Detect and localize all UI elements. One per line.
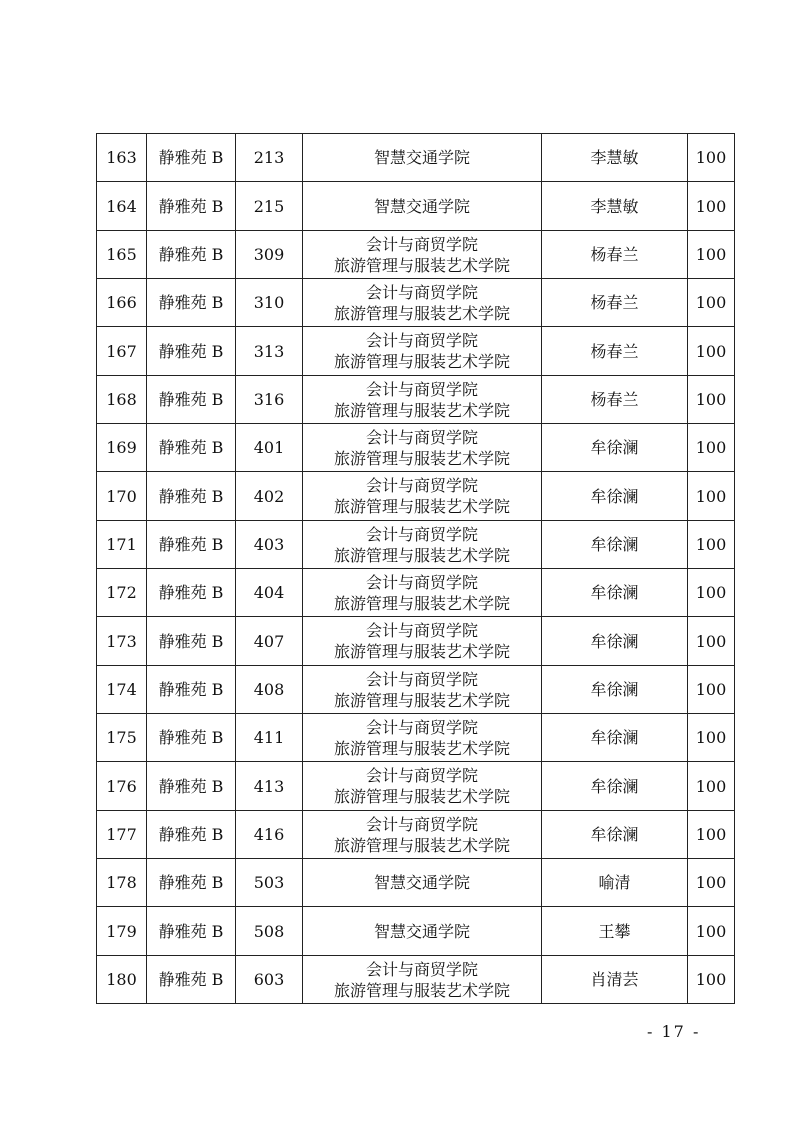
row-number-cell: 174 <box>97 666 147 714</box>
building-cell: 静雅苑 B <box>147 617 236 666</box>
building-cell: 静雅苑 B <box>147 907 236 956</box>
row-number-cell: 165 <box>97 231 147 279</box>
room-cell: 213 <box>236 134 303 182</box>
row-number-cell: 179 <box>97 907 147 956</box>
department-name: 会计与商贸学院 <box>365 282 478 302</box>
room-cell: 413 <box>236 762 303 811</box>
table-row <box>97 424 735 472</box>
score-cell: 100 <box>688 279 735 327</box>
department-name: 会计与商贸学院 <box>365 234 478 254</box>
department-name: 会计与商贸学院 <box>365 331 478 350</box>
department-name: 会计与商贸学院 <box>365 476 478 495</box>
room-cell: 404 <box>236 569 303 617</box>
department-name: 旅游管理与服装艺术学院 <box>333 835 510 855</box>
department-name: 会计与商贸学院 <box>365 959 478 979</box>
building-cell: 静雅苑 B <box>147 666 236 714</box>
department-name: 旅游管理与服装艺术学院 <box>333 545 510 565</box>
department-cell <box>303 279 542 327</box>
building-cell: 静雅苑 B <box>147 327 236 376</box>
table-row <box>97 472 735 521</box>
room-cell: 401 <box>236 424 303 472</box>
responsible-person-cell: 牟徐澜 <box>542 521 688 569</box>
table-row <box>97 569 735 617</box>
table-row <box>97 907 735 956</box>
department-cell <box>303 859 542 907</box>
row-number-cell: 173 <box>97 617 147 666</box>
department-name: 旅游管理与服装艺术学院 <box>333 400 510 420</box>
department-name: 会计与商贸学院 <box>365 669 478 689</box>
building-cell: 静雅苑 B <box>147 472 236 521</box>
table-row <box>97 521 735 569</box>
department-name: 会计与商贸学院 <box>365 717 478 737</box>
inspection-table <box>96 133 735 1004</box>
table-row <box>97 666 735 714</box>
department-name: 旅游管理与服装艺术学院 <box>333 352 510 371</box>
building-cell: 静雅苑 B <box>147 859 236 907</box>
department-cell <box>303 327 542 376</box>
building-cell: 静雅苑 B <box>147 134 236 182</box>
table-body <box>97 134 735 1004</box>
room-cell: 402 <box>236 472 303 521</box>
row-number-cell: 180 <box>97 956 147 1004</box>
department-name: 智慧交通学院 <box>373 148 470 167</box>
responsible-person-cell: 牟徐澜 <box>542 762 688 811</box>
row-number-cell: 171 <box>97 521 147 569</box>
row-number-cell: 163 <box>97 134 147 182</box>
row-number-cell: 169 <box>97 424 147 472</box>
building-cell: 静雅苑 B <box>147 376 236 424</box>
table-row <box>97 762 735 811</box>
building-cell: 静雅苑 B <box>147 569 236 617</box>
department-name: 会计与商贸学院 <box>365 814 478 834</box>
responsible-person-cell: 牟徐澜 <box>542 424 688 472</box>
room-cell: 416 <box>236 811 303 859</box>
score-cell: 100 <box>688 569 735 617</box>
table-row <box>97 327 735 376</box>
score-cell: 100 <box>688 666 735 714</box>
row-number-cell: 178 <box>97 859 147 907</box>
building-cell: 静雅苑 B <box>147 424 236 472</box>
room-cell: 407 <box>236 617 303 666</box>
score-cell: 100 <box>688 472 735 521</box>
responsible-person-cell: 杨春兰 <box>542 231 688 279</box>
room-cell: 310 <box>236 279 303 327</box>
responsible-person-cell: 王攀 <box>542 907 688 956</box>
row-number-cell: 167 <box>97 327 147 376</box>
department-name: 旅游管理与服装艺术学院 <box>333 738 510 758</box>
room-cell: 403 <box>236 521 303 569</box>
department-name: 旅游管理与服装艺术学院 <box>333 255 510 275</box>
building-cell: 静雅苑 B <box>147 279 236 327</box>
score-cell: 100 <box>688 521 735 569</box>
department-name: 旅游管理与服装艺术学院 <box>333 787 510 806</box>
department-cell <box>303 811 542 859</box>
row-number-cell: 177 <box>97 811 147 859</box>
department-cell <box>303 134 542 182</box>
department-name: 智慧交通学院 <box>373 921 470 941</box>
department-name: 会计与商贸学院 <box>365 524 478 544</box>
department-cell <box>303 521 542 569</box>
responsible-person-cell: 喻清 <box>542 859 688 907</box>
score-cell: 100 <box>688 811 735 859</box>
table-row <box>97 811 735 859</box>
row-number-cell: 170 <box>97 472 147 521</box>
room-cell: 316 <box>236 376 303 424</box>
responsible-person-cell: 牟徐澜 <box>542 617 688 666</box>
room-cell: 603 <box>236 956 303 1004</box>
responsible-person-cell: 肖清芸 <box>542 956 688 1004</box>
row-number-cell: 175 <box>97 714 147 762</box>
department-name: 会计与商贸学院 <box>365 766 478 785</box>
score-cell: 100 <box>688 907 735 956</box>
building-cell: 静雅苑 B <box>147 182 236 231</box>
score-cell: 100 <box>688 376 735 424</box>
row-number-cell: 164 <box>97 182 147 231</box>
score-cell: 100 <box>688 762 735 811</box>
responsible-person-cell: 李慧敏 <box>542 182 688 231</box>
department-name: 旅游管理与服装艺术学院 <box>333 303 510 323</box>
department-cell <box>303 907 542 956</box>
row-number-cell: 166 <box>97 279 147 327</box>
department-name: 会计与商贸学院 <box>365 621 478 640</box>
score-cell: 100 <box>688 424 735 472</box>
responsible-person-cell: 李慧敏 <box>542 134 688 182</box>
table-row <box>97 134 735 182</box>
score-cell: 100 <box>688 231 735 279</box>
page-number: - 17 - <box>647 1022 701 1041</box>
score-cell: 100 <box>688 617 735 666</box>
department-cell <box>303 424 542 472</box>
department-cell <box>303 617 542 666</box>
table-row <box>97 859 735 907</box>
table-row <box>97 279 735 327</box>
room-cell: 309 <box>236 231 303 279</box>
table-row <box>97 231 735 279</box>
row-number-cell: 176 <box>97 762 147 811</box>
department-name: 旅游管理与服装艺术学院 <box>333 642 510 661</box>
score-cell: 100 <box>688 714 735 762</box>
score-cell: 100 <box>688 956 735 1004</box>
responsible-person-cell: 牟徐澜 <box>542 666 688 714</box>
department-name: 旅游管理与服装艺术学院 <box>333 593 510 613</box>
building-cell: 静雅苑 B <box>147 956 236 1004</box>
table-row <box>97 956 735 1004</box>
score-cell: 100 <box>688 859 735 907</box>
table-row <box>97 182 735 231</box>
building-cell: 静雅苑 B <box>147 714 236 762</box>
department-cell <box>303 714 542 762</box>
room-cell: 503 <box>236 859 303 907</box>
room-cell: 408 <box>236 666 303 714</box>
room-cell: 215 <box>236 182 303 231</box>
responsible-person-cell: 杨春兰 <box>542 327 688 376</box>
row-number-cell: 168 <box>97 376 147 424</box>
department-cell <box>303 666 542 714</box>
department-name: 会计与商贸学院 <box>365 572 478 592</box>
building-cell: 静雅苑 B <box>147 811 236 859</box>
department-name: 会计与商贸学院 <box>365 427 478 447</box>
room-cell: 508 <box>236 907 303 956</box>
building-cell: 静雅苑 B <box>147 521 236 569</box>
building-cell: 静雅苑 B <box>147 762 236 811</box>
department-name: 智慧交通学院 <box>373 196 470 216</box>
department-name: 旅游管理与服装艺术学院 <box>333 690 510 710</box>
department-cell <box>303 762 542 811</box>
department-cell <box>303 231 542 279</box>
row-number-cell: 172 <box>97 569 147 617</box>
department-cell <box>303 472 542 521</box>
room-cell: 411 <box>236 714 303 762</box>
department-cell <box>303 182 542 231</box>
responsible-person-cell: 杨春兰 <box>542 279 688 327</box>
responsible-person-cell: 牟徐澜 <box>542 472 688 521</box>
table-row <box>97 714 735 762</box>
table-row <box>97 617 735 666</box>
responsible-person-cell: 杨春兰 <box>542 376 688 424</box>
department-name: 旅游管理与服装艺术学院 <box>333 497 510 516</box>
score-cell: 100 <box>688 134 735 182</box>
responsible-person-cell: 牟徐澜 <box>542 569 688 617</box>
department-name: 旅游管理与服装艺术学院 <box>333 980 510 1000</box>
building-cell: 静雅苑 B <box>147 231 236 279</box>
department-name: 智慧交通学院 <box>373 873 470 892</box>
room-cell: 313 <box>236 327 303 376</box>
score-cell: 100 <box>688 327 735 376</box>
department-name: 会计与商贸学院 <box>365 379 478 399</box>
table-row <box>97 376 735 424</box>
responsible-person-cell: 牟徐澜 <box>542 714 688 762</box>
responsible-person-cell: 牟徐澜 <box>542 811 688 859</box>
score-cell: 100 <box>688 182 735 231</box>
department-cell <box>303 956 542 1004</box>
department-cell <box>303 569 542 617</box>
department-name: 旅游管理与服装艺术学院 <box>333 448 510 468</box>
department-cell <box>303 376 542 424</box>
